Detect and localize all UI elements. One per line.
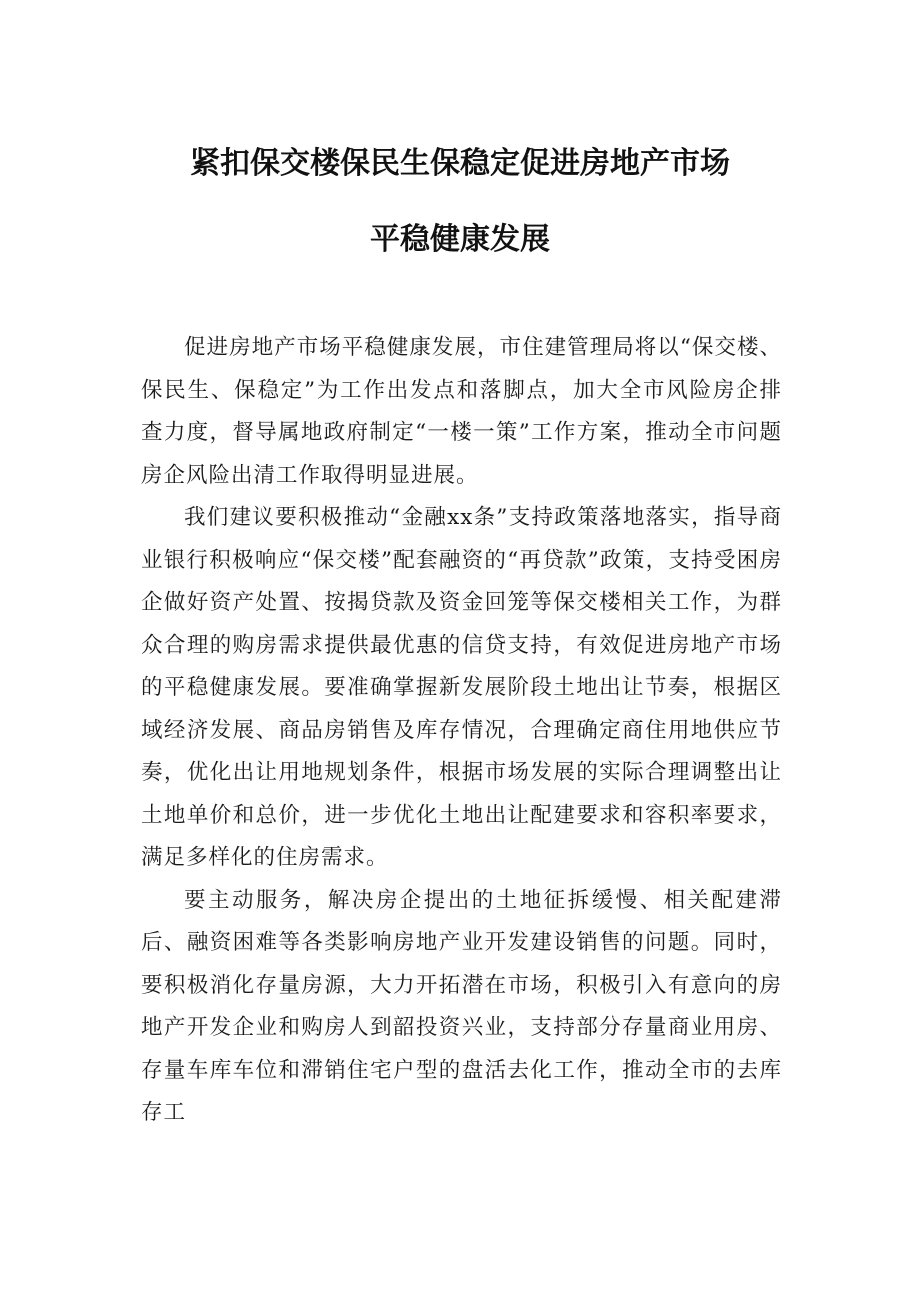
paragraph-3: 要主动服务，解决房企提出的土地征拆缓慢、相关配建滞后、融资困难等各类影响房地产业开发建设销售的问题。同时，要积极消化存量房源，大力开拓潜在市场，积极引入有意向的房地产开发企业和购房人到韶投资兴业，支持部分存量商业用房、存量车库车位和滞销住宅户型的盘活去化工作，推动全市的去库存工 [141,887,782,1125]
document-title-line-1: 紧扣保交楼保民生保稳定促进房地产市场 [190,146,730,181]
paragraph-1: 促进房地产市场平稳健康发展，市住建管理局将以“保交楼、保民生、保稳定”为工作出发点和落脚点，加大全市风险房企排查力度，督导属地政府制定“一楼一策”工作方案，推动全市问题房企风险出清工作取得明显进展。 [141,335,782,488]
paragraph-2: 我们建议要积极推动“金融xx条”支持政策落地落实，指导商业银行积极响应“保交楼”配套融资的“再贷款”政策，支持受困房企做好资产处置、按揭贷款及资金回笼等保交楼相关工作，为群众合理的购房需求提供最优惠的信贷支持，有效促进房地产市场的平稳健康发展。要准确掌握新发展阶段土地出让节奏，根据区域经济发展、商品房销售及库存情况，合理确定商住用地供应节奏，优化出让用地规划条件，根据市场发展的实际合理调整出让土地单价和总价，进一步优化土地出让配建要求和容积率要求，满足多样化的住房需求。 [141,505,782,870]
document-body [141,327,782,1135]
document-title-line-2: 平稳健康发展 [370,222,550,257]
